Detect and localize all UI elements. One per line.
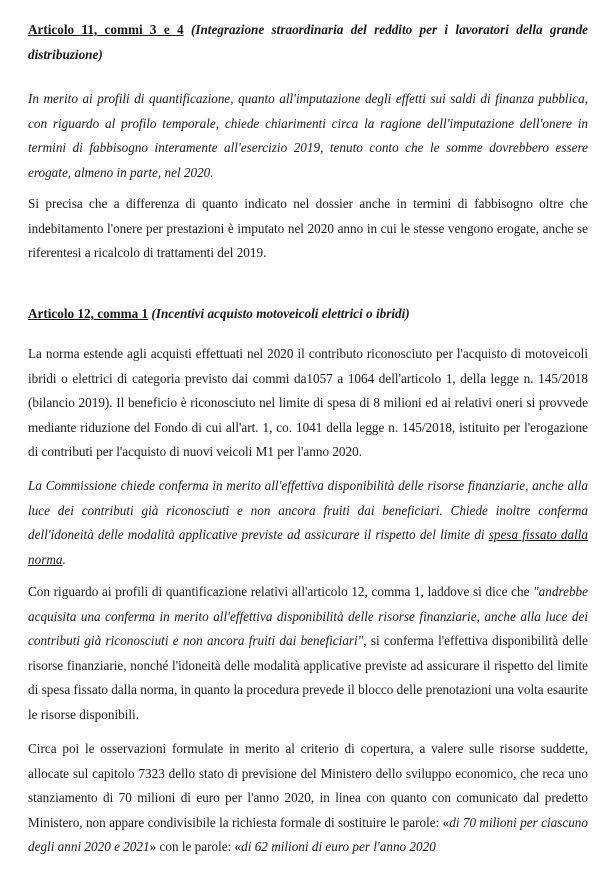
question-end: . — [62, 551, 66, 567]
section-heading-art11 — [28, 18, 588, 67]
response-paragraph — [28, 580, 588, 727]
response-text-end: , si conferma l'effettiva disponibilità delle risorse finanziarie, nonché l'idoneità delle modalità applicative previste ad assicurare il rispetto del limite di spesa fissato dalla norma, in quanto la procedura prevede il blocco delle prenotazioni una volta esaurite le risorse disponibili. — [28, 633, 588, 722]
underlined-text: spesa fissato dalla norma — [28, 527, 588, 567]
coverage-paragraph — [28, 737, 588, 860]
article-reference: Articolo 11, commi 3 e 4 — [28, 22, 184, 37]
quoted-words-1: di 70 milioni per ciascuno degli anni 2020 e 2021 — [28, 814, 588, 854]
coverage-text: Circa poi le osservazioni formulate in merito al criterio di copertura, a valere sulle risorse suddette, allocate sul capitolo 7323 dello stato di previsione del Ministero dello sviluppo economico, che reca uno stanziamento di 70 milioni di euro per l'anno 2020, in linea con quanto con comunicato dal predetto Ministero, non appare condivisibile la richiesta formale di sostituire le parole: « — [28, 741, 588, 830]
quoted-text: "andrebbe acquisita una conferma in merito all'effettiva disponibilità delle risorse finanziarie, anche alla luce dei contributi già riconosciuti e non ancora fruiti dai beneficiari" — [28, 584, 588, 648]
answer-paragraph: Si precisa che a differenza di quanto indicato nel dossier anche in termini di fabbisogno oltre che indebitamento l'onere per prestazioni è imputato nel 2020 anno in cui le stesse vengono erogate, anche se riferentesi a ricalcolo di trattamenti del 2019. — [28, 196, 588, 260]
quoted-words-2: di 62 milioni di euro per l'anno 2020 — [241, 839, 436, 854]
question-paragraph: In merito ai profili di quantificazione, quanto all'imputazione degli effetti sui saldi di finanza pubblica, con riguardo al profilo temporale, chiede chiarimenti circa la ragione dell'imputazione dell'onere in termini di fabbisogno interamente all'esercizio 2019, tenuto conto che le somme dovrebbero essere erogate, almeno in parte, nel 2020. — [28, 91, 588, 180]
coverage-text-mid: » con le parole: « — [149, 839, 242, 854]
intro-paragraph: La norma estende agli acquisti effettuati nel 2020 il contributo riconosciuto per l'acquisto di motoveicoli ibridi o elettrici di categoria previsto dai commi da1057 a 1064 dell'articolo 1, della legge n. 145/2018 (bilancio 2019). Il beneficio è riconosciuto nel limite di spesa di 8 milioni ed ai relativi oneri si provvede mediante riduzione del Fondo di cui all'art. 1, co. 1041 della legge n. 145/2018, istituito per l'erogazione di contributi per l'acquisto di nuovi veicoli M1 per l'anno 2020. — [28, 346, 588, 459]
question-text: La Commissione chiede conferma in merito all'effettiva disponibilità delle risorse finanziarie, anche alla luce dei contributi già riconosciuti e non ancora fruiti dai beneficiari. Chiede inoltre conferma dell'idoneità delle modalità applicative previste ad assicurare il rispetto del limite di — [28, 478, 588, 542]
article-description: (Integrazione straordinaria del reddito per i lavoratori della grande distribuzione) — [28, 22, 589, 62]
commission-question-paragraph — [28, 474, 588, 572]
section-heading-art12 — [28, 302, 588, 327]
response-text: Con riguardo ai profili di quantificazione relativi all'articolo 12, comma 1, laddove si dice che — [28, 584, 534, 599]
article-reference: Articolo 12, comma 1 — [28, 306, 149, 321]
article-description: (Incentivi acquisto motoveicoli elettrici o ibridi) — [151, 306, 410, 321]
